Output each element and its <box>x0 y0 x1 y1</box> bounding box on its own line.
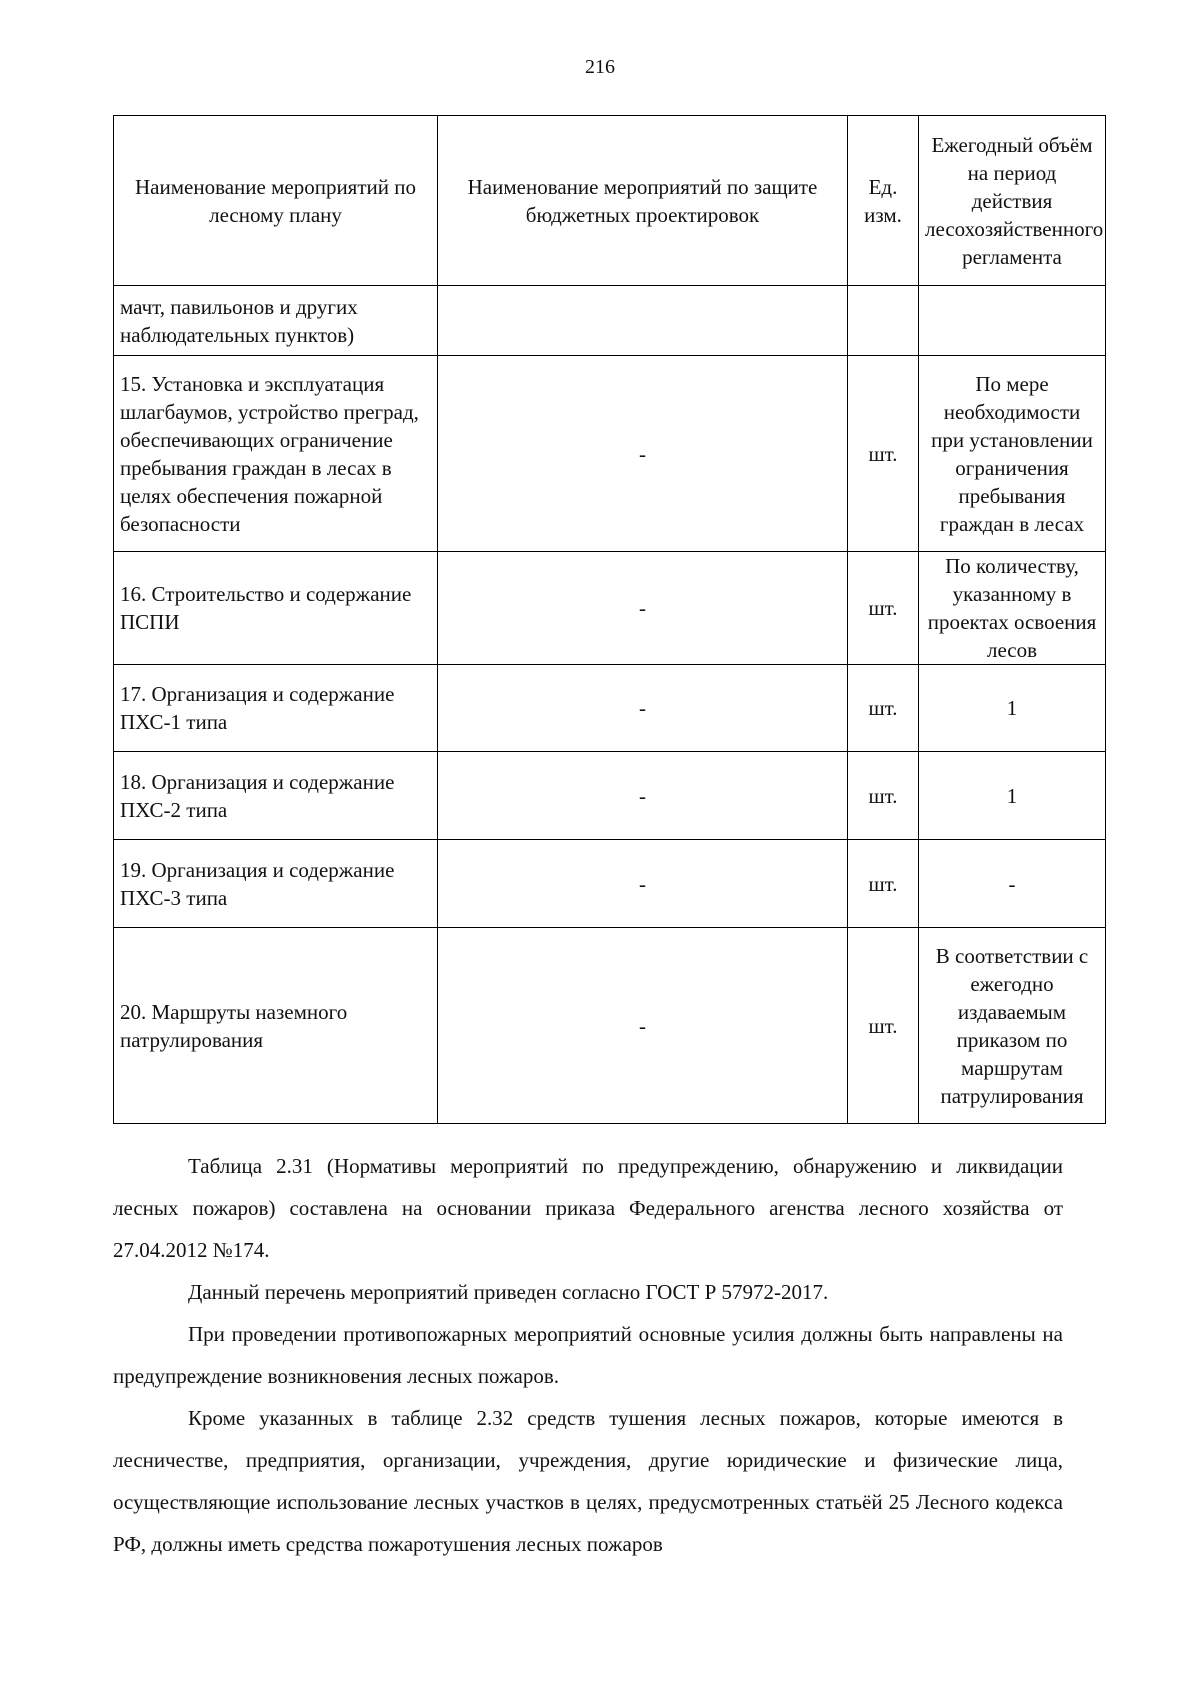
paragraph-extinguishing-means: Кроме указанных в таблице 2.32 средств тушения лесных пожаров, которые имеются в лесничестве, предприятия, организации, учреждения, другие юридические и физические лица, осуществляющие использование лесных участков в целях, предусмотренных статьёй 25 Лесного кодекса РФ, должны иметь средства пожаротушения лесных пожаров <box>113 1406 1063 1556</box>
row-budget-measure: - <box>438 356 848 552</box>
row-measure-name: 15. Установка и эксплуатация шлагбаумов, устройство преград, обеспечивающих ограничение пребывания граждан в лесах в целях обеспечения пожарной безопасности <box>114 356 438 552</box>
header-annual-volume: Ежегодный объём на период действия лесохозяйственного регламента <box>919 116 1106 286</box>
row-budget-measure: - <box>438 928 848 1124</box>
row-budget-measure: - <box>438 752 848 840</box>
table-row <box>114 840 1106 928</box>
row-unit: шт. <box>848 928 919 1124</box>
header-forest-plan-measure: Наименование мероприятий по лесному плану <box>114 116 438 286</box>
row-unit: шт. <box>848 356 919 552</box>
row-unit: шт. <box>848 752 919 840</box>
row-measure-name: 17. Организация и содержание ПХС-1 типа <box>114 665 438 752</box>
header-unit: Ед. изм. <box>848 116 919 286</box>
row-annual-volume: По количеству, указанному в проектах освоения лесов <box>919 552 1106 665</box>
table-row <box>114 356 1106 552</box>
table-header-row <box>114 116 1106 286</box>
table-row <box>114 665 1106 752</box>
row-budget-measure: - <box>438 840 848 928</box>
header-budget-measure: Наименование мероприятий по защите бюджетных проектировок <box>438 116 848 286</box>
row-annual-volume <box>919 286 1106 356</box>
fire-measures-table <box>113 115 1106 1124</box>
body-text <box>113 1145 1063 1565</box>
row-measure-name: 18. Организация и содержание ПХС-2 типа <box>114 752 438 840</box>
row-annual-volume: 1 <box>919 752 1106 840</box>
row-annual-volume: 1 <box>919 665 1106 752</box>
row-unit <box>848 286 919 356</box>
row-budget-measure: - <box>438 552 848 665</box>
table-row <box>114 928 1106 1124</box>
row-annual-volume: - <box>919 840 1106 928</box>
row-measure-name: 20. Маршруты наземного патрулирования <box>114 928 438 1124</box>
row-unit: шт. <box>848 552 919 665</box>
row-unit: шт. <box>848 840 919 928</box>
table-row <box>114 752 1106 840</box>
row-measure-name: 16. Строительство и содержание ПСПИ <box>114 552 438 665</box>
row-budget-measure: - <box>438 665 848 752</box>
row-annual-volume: В соответствии с ежегодно издаваемым приказом по маршрутам патрулирования <box>919 928 1106 1124</box>
table-row <box>114 286 1106 356</box>
paragraph-prevention: При проведении противопожарных мероприятий основные усилия должны быть направлены на предупреждение возникновения лесных пожаров. <box>113 1322 1063 1388</box>
table-row <box>114 552 1106 665</box>
row-budget-measure <box>438 286 848 356</box>
paragraph-table-source: Таблица 2.31 (Нормативы мероприятий по предупреждению, обнаружению и ликвидации лесных пожаров) составлена на основании приказа Федерального агенства лесного хозяйства от 27.04.2012 №174. <box>113 1154 1063 1262</box>
row-unit: шт. <box>848 665 919 752</box>
row-measure-name: мачт, павильонов и других наблюдательных пунктов) <box>114 286 438 356</box>
page-number: 216 <box>585 56 615 78</box>
paragraph-gost: Данный перечень мероприятий приведен согласно ГОСТ Р 57972-2017. <box>188 1280 829 1304</box>
row-measure-name: 19. Организация и содержание ПХС-3 типа <box>114 840 438 928</box>
row-annual-volume: По мере необходимости при установлении ограничения пребывания граждан в лесах <box>919 356 1106 552</box>
